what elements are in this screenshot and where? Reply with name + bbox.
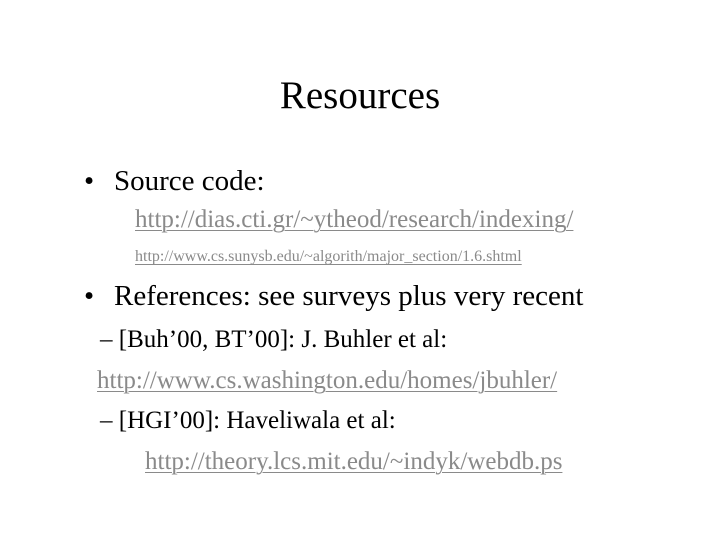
- link-washington-jbuhler[interactable]: http://www.cs.washington.edu/homes/jbuhler/: [97, 367, 558, 394]
- link-dias-indexing[interactable]: http://dias.cti.gr/~ytheod/research/indexing/: [135, 206, 574, 233]
- subitem-buhler: – [Buh’00, BT’00]: J. Buhler et al:: [100, 326, 448, 353]
- bullet-item-references: [84, 282, 583, 311]
- bullet-marker: •: [84, 280, 95, 312]
- subitem-haveliwala: – [HGI’00]: Haveliwala et al:: [100, 407, 396, 434]
- bullet-text-source-code: Source code:: [114, 165, 265, 197]
- bullet-item-source-code: [84, 167, 265, 196]
- bullet-text-references: References: see surveys plus very recent: [114, 280, 584, 312]
- link-sunysb-algorith[interactable]: http://www.cs.sunysb.edu/~algorith/major_section/1.6.shtml: [135, 248, 522, 265]
- bullet-marker: •: [84, 165, 95, 197]
- slide-title: Resources: [279, 74, 441, 117]
- link-mit-webdb[interactable]: http://theory.lcs.mit.edu/~indyk/webdb.ps: [145, 448, 563, 475]
